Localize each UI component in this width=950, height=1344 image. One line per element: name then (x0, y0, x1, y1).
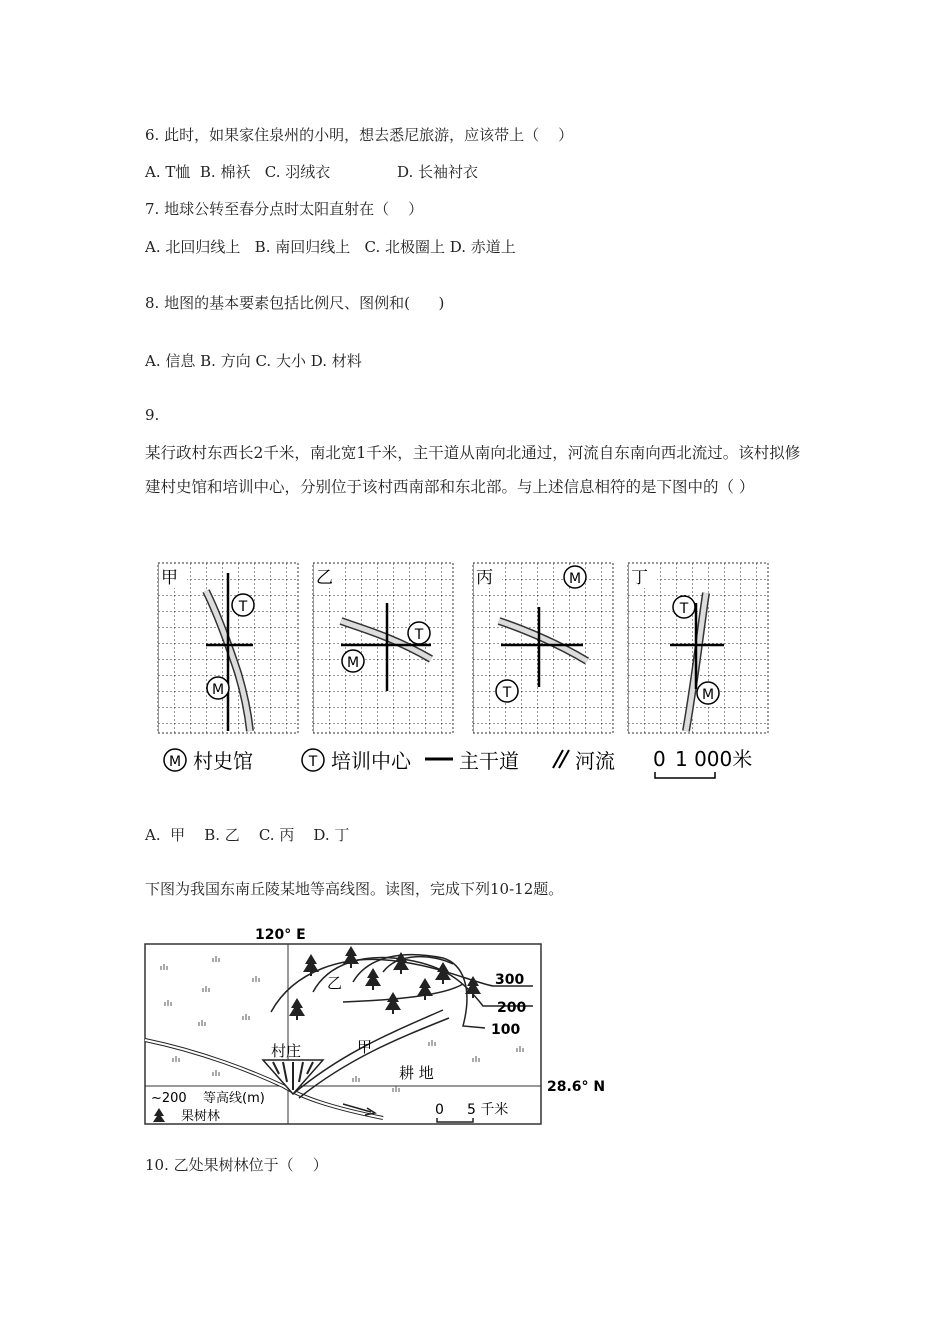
legend-river: 河流 (575, 749, 615, 773)
museum-marker: M (346, 655, 360, 671)
latitude-label: 28.6° N (547, 1079, 606, 1095)
q7-options: A. 北回归线上 B. 南回归线上 C. 北极圈上 D. 赤道上 (145, 238, 516, 256)
scale-zero: 0 (435, 1102, 444, 1118)
panel-bing (473, 563, 613, 733)
q9-stem: 某行政村东西长2千米，南北宽1千米，主干道从南向北通过，河流自东南向西北流过。该村拟修建村史馆和培训中心，分别位于该村西南部和东北部。与上述信息相符的是下图中的（ ） (145, 444, 801, 496)
farmland-label: 耕 地 (399, 1064, 434, 1082)
legend-museum-marker: M (168, 754, 182, 770)
panel-label-yi: 乙 (316, 568, 333, 588)
contour-200: 200 (497, 1000, 527, 1016)
q8-stem: 8. 地图的基本要素包括比例尺、图例和( ) (145, 294, 445, 312)
grid-legend (164, 747, 752, 778)
place-yi: 乙 (327, 974, 343, 992)
q9-options: A. 甲 B. 乙 C. 丙 D. 丁 (145, 826, 350, 844)
village-label: 村庄 (271, 1042, 302, 1060)
legend-road: 主干道 (459, 749, 519, 773)
village-grid-figure (145, 548, 785, 792)
panel-ding (628, 563, 768, 733)
legend-orchard-label: 果树林 (181, 1109, 221, 1124)
panel-yi (313, 563, 453, 733)
legend-training-letter: T (308, 754, 318, 770)
museum-marker: M (568, 571, 582, 587)
q9-number: 9. (145, 406, 160, 424)
intro-10-12: 下图为我国东南丘陵某地等高线图。读图，完成下列10-12题。 (145, 880, 564, 898)
training-marker: T (238, 599, 248, 615)
longitude-label: 120° E (255, 927, 306, 943)
contour-100: 100 (491, 1022, 521, 1038)
legend-training: 培训中心 (331, 749, 411, 773)
training-marker: T (502, 685, 512, 701)
q7-stem: 7. 地球公转至春分点时太阳直射在（ ） (145, 200, 424, 218)
contour-300: 300 (495, 972, 525, 988)
q6-stem: 6. 此时，如果家住泉州的小明，想去悉尼旅游，应该带上（ ） (145, 126, 574, 144)
panel-jia (158, 563, 298, 733)
legend-contour-label: 等高线(m) (203, 1091, 265, 1106)
museum-marker: M (211, 682, 225, 698)
panel-label-jia: 甲 (161, 568, 178, 588)
panel-label-ding: 丁 (631, 568, 648, 588)
panel-label-bing: 丙 (476, 568, 493, 588)
q8-options: A. 信息 B. 方向 C. 大小 D. 材料 (145, 352, 362, 370)
training-marker: T (414, 627, 424, 643)
legend-museum: 村史馆 (193, 749, 253, 773)
scale-value: 5 千米 (467, 1102, 509, 1118)
legend-scale-value: 1 000米 (675, 747, 753, 771)
museum-marker: M (701, 687, 715, 703)
training-marker: T (679, 601, 689, 617)
q10-stem: 10. 乙处果树林位于（ ） (145, 1156, 328, 1174)
contour-map-figure (143, 922, 623, 1134)
q6-options: A. T恤 B. 棉袄 C. 羽绒衣 D. 长袖衬衣 (145, 163, 479, 181)
legend-contour-value: ~200 (151, 1091, 187, 1106)
place-jia: 甲 (357, 1038, 373, 1056)
legend-scale-zero: 0 (653, 747, 666, 771)
